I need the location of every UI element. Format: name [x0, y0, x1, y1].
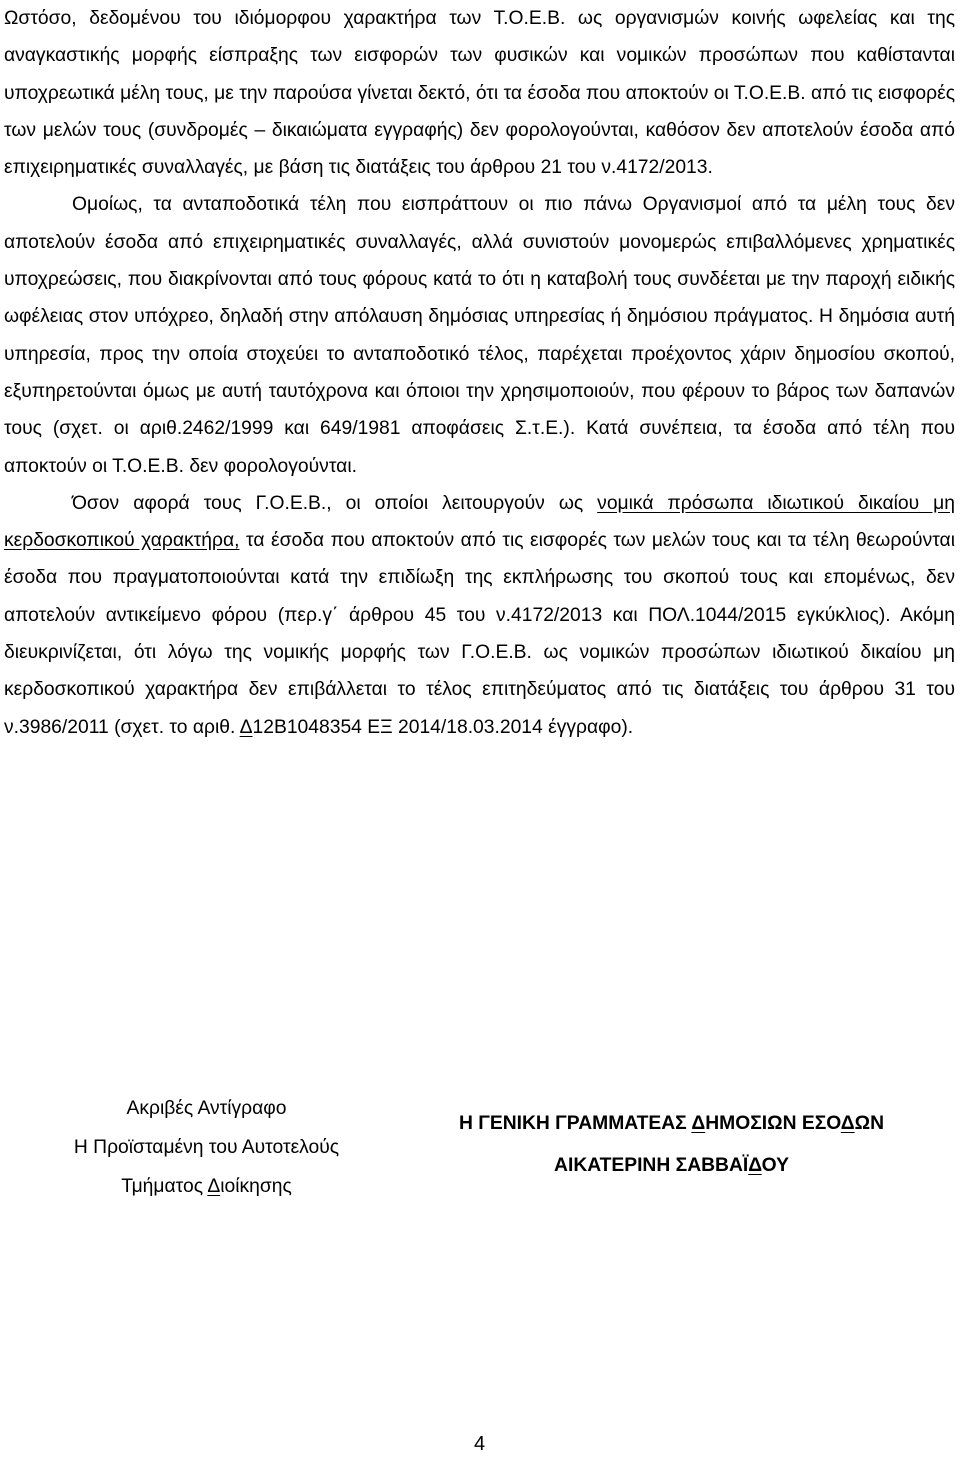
department-name-prefix: Τμήματος	[121, 1176, 208, 1197]
paragraph-text: Όσον αφορά τους Γ.Ο.Ε.Β., οι οποίοι λειτουργούν ως	[72, 492, 598, 514]
body-paragraph	[4, 186, 955, 484]
signatory-block	[399, 1103, 944, 1187]
body-paragraph	[4, 485, 955, 746]
department-name-suffix: ιοίκησης	[220, 1176, 292, 1197]
signatory-name-part: ΑΙΚΑΤΕΡΙΝΗ ΣΑΒΒΑΪ	[554, 1155, 749, 1176]
signatory-title-underlined: Δ	[691, 1113, 706, 1134]
underlined-text: Δ	[239, 716, 253, 738]
department-name	[29, 1167, 384, 1206]
certified-copy-block	[29, 1089, 384, 1206]
body-paragraph	[4, 0, 955, 186]
paragraph-text: Ωστόσο, δεδομένου του ιδιόμορφου χαρακτήρα των Τ.Ο.Ε.Β. ως οργανισμών κοινής ωφελείας και της αναγκαστικής μορφής είσπραξης των εισφορών των φυσικών και νομικών προσώπων που καθίστανται υποχρεωτικά μέλη τους, με την παρούσα γίνεται δεκτό, ότι τα έσοδα που αποκτούν οι Τ.Ο.Ε.Β. από τις εισφορές των μελών τους (συνδρομές – δικαιώματα εγγραφής) δεν φορολογούνται, καθόσον δεν αποτελούν έσοδα από επιχειρηματικές συναλλαγές, με βάση τις διατάξεις του άρθρου 21 του ν.4172/2013.	[4, 8, 955, 179]
department-name-underlined: Δ	[207, 1176, 221, 1197]
underlined-text: νομικά πρόσωπα ιδιωτικού δικαίου μη κερδοσκοπικού χαρακτήρα,	[4, 492, 955, 552]
paragraph-text: τα έσοδα που αποκτούν από τις εισφορές των μελών τους και τα τέλη θεωρούνται έσοδα που πραγματοποιούνται κατά την επιδίωξη της εκπλήρωσης του σκοπού τους και επομένως, δεν αποτελούν αντικείμενο φόρου (περ.γ΄ άρθρου 45 του ν.4172/2013 και ΠΟΛ.1044/2015 εγκύκλιος). Ακόμη διευκρινίζεται, ότι λόγω της νομικής μορφής των Γ.Ο.Ε.Β. ως νομικών προσώπων ιδιωτικού δικαίου μη κερδοσκοπικού χαρακτήρα δεν επιβάλλεται το τέλος επιτηδεύματος από τις διατάξεις του άρθρου 31 του ν.3986/2011 (σχετ. το αριθ.	[4, 530, 955, 738]
document-body	[4, 0, 955, 746]
signatory-name-underlined: Δ	[748, 1155, 762, 1176]
signatory-title-part: ΗΜΟΣΙΩΝ ΕΣΟ	[705, 1113, 841, 1134]
signatory-title-underlined: Δ	[840, 1113, 855, 1134]
document-page	[4, 0, 955, 1463]
signatory-name	[399, 1145, 944, 1187]
signatory-title-part: ΩΝ	[854, 1113, 885, 1134]
head-of-department-title: Η Προϊσταμένη του Αυτοτελούς	[73, 1137, 340, 1158]
signatory-title	[399, 1103, 944, 1145]
certified-copy-label: Ακριβές Αντίγραφο	[126, 1098, 287, 1119]
page-number: 4	[473, 1433, 486, 1455]
signatory-name-part: ΟΥ	[761, 1155, 789, 1176]
paragraph-text: 12Β1048354 ΕΞ 2014/18.03.2014 έγγραφο).	[252, 716, 634, 738]
paragraph-text: Ομοίως, τα ανταποδοτικά τέλη που εισπράττουν οι πιο πάνω Οργανισμοί από τα μέλη τους δεν αποτελούν έσοδα από επιχειρηματικές συναλλαγές, αλλά συνιστούν μονομερώς επιβαλλόμενες χρηματικές υποχρεώσεις, που διακρίνονται από τους φόρους κατά το ότι η καταβολή τους συνδέεται με την παροχή ειδικής ωφέλειας στον υπόχρεο, δηλαδή στην απόλαυση δημόσιας υπηρεσίας ή δημόσιου πράγματος. Η δημόσια αυτή υπηρεσία, προς την οποία στοχεύει το ανταποδοτικό τέλος, παρέχεται προέχοντος χάριν δημοσίου σκοπού, εξυπηρετούνται όμως με αυτή ταυτόχρονα και όποιοι την χρησιμοποιούν, που φέρουν το βάρος των δαπανών τους (σχετ. οι αριθ.2462/1999 και 649/1981 αποφάσεις Σ.τ.Ε.). Κατά συνέπεια, τα έσοδα από τέλη που αποκτούν οι Τ.Ο.Ε.Β. δεν φορολογούνται.	[4, 194, 955, 477]
signatory-title-part: Η ΓΕΝΙΚΗ ΓΡΑΜΜΑΤΕΑΣ	[458, 1113, 692, 1134]
